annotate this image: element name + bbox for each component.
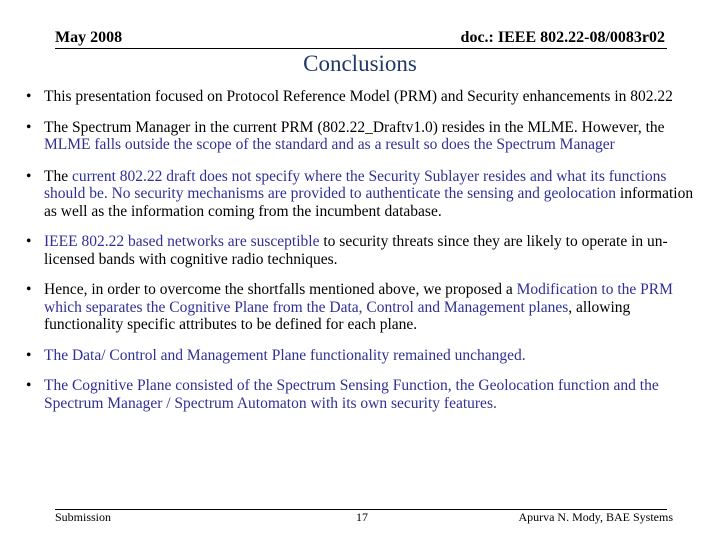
bullet-item (24, 281, 700, 334)
footer-author: Apurva N. Mody, BAE Systems (518, 510, 673, 524)
bullet-dot: • (26, 118, 32, 136)
bullet-dot: • (26, 88, 32, 105)
bullet-text: Hence, in order to overcome the shortfalls mentioned above, we proposed a (44, 281, 517, 298)
bullet-item (24, 168, 700, 221)
bullet-list (24, 88, 700, 412)
header-doc-id: doc.: IEEE 802.22-08/0083r02 (460, 29, 665, 46)
bullet-text-emphasis: IEEE 802.22 based networks are susceptible (44, 233, 320, 250)
bullet-text-emphasis: Modification to the PRM which separates the Cognitive Plane from the Data, Control and Management planes (44, 281, 673, 316)
bullet-item (24, 347, 700, 365)
bullet-item (24, 119, 700, 154)
bullet-text: The Spectrum Manager in the current PRM (802.22_Draftv1.0) resides in the MLME. However, the (44, 118, 665, 136)
bullet-dot: • (26, 281, 32, 298)
bullet-dot: • (26, 233, 32, 250)
bullet-text: The (44, 167, 72, 185)
bullet-text-emphasis: The Cognitive Plane consisted of the Spectrum Sensing Function, the Geolocation function and the Spectrum Manager / Spectrum Automaton with its own security features. (44, 377, 659, 412)
bullet-item (24, 377, 700, 412)
bullet-text: This presentation focused on Protocol Reference Model (PRM) and Security enhancements in 802.22 (44, 88, 673, 105)
bullet-dot: • (26, 167, 32, 185)
bullet-text: information as well as the information coming from the incumbent database. (44, 185, 694, 220)
footer-page-number: 17 (356, 510, 368, 524)
bullet-text: to security threats since they are likely to operate in un-licensed bands with cognitive radio techniques. (44, 233, 668, 268)
slide-title: Conclusions (303, 51, 417, 76)
bullet-dot: • (26, 346, 32, 364)
bullet-text-emphasis: MLME falls outside the scope of the standard and as a result so does the Spectrum Manager (44, 136, 615, 153)
bullet-item (24, 233, 700, 268)
bullet-dot: • (26, 377, 32, 394)
bullet-text-emphasis: current 802.22 draft does not specify where the Security Sublayer resides and what its functions should be. No security mechanisms are provided to authenticate the sensing and geolocation (44, 167, 667, 202)
bullet-item (24, 88, 700, 106)
bullet-text-emphasis: The Data/ Control and Management Plane functionality remained unchanged. (44, 346, 526, 364)
footer-submission: Submission (55, 510, 112, 524)
bullet-text: , allowing functionality specific attributes to be defined for each plane. (44, 298, 631, 333)
header-rule (55, 48, 667, 49)
header-date: May 2008 (55, 29, 123, 46)
